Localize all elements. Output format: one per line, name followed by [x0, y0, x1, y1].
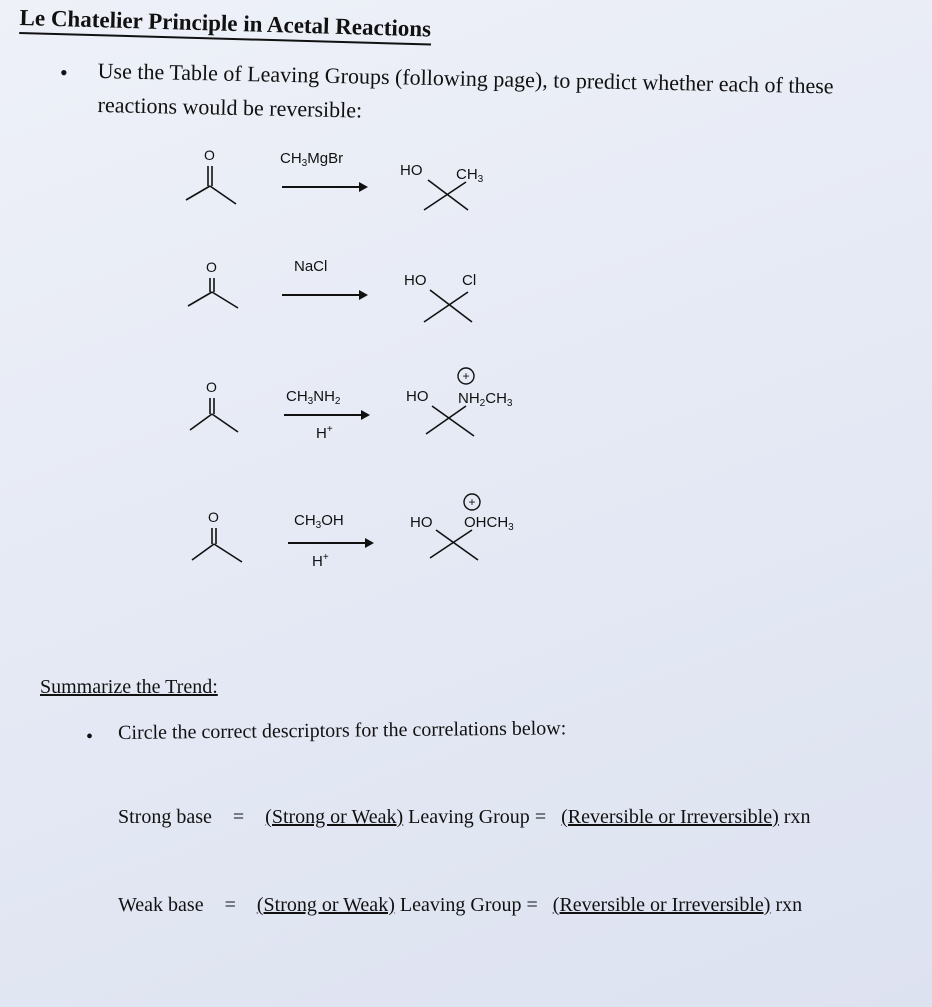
product-structure-3: [422, 404, 482, 440]
carbonyl-oxygen-label: O: [208, 509, 219, 525]
condition-3: H+: [316, 424, 333, 442]
reagent-2: NaCl: [294, 258, 328, 275]
carbonyl-oxygen-label: O: [206, 379, 217, 395]
intro-bullet: •: [60, 60, 68, 85]
reagent-1: $CH_3MgBr$: [280, 150, 344, 169]
leaving-group-choice[interactable]: (Strong or Weak): [265, 806, 404, 828]
acetone-structure-3: [186, 378, 256, 438]
reaction-arrow-4: [288, 542, 372, 544]
svg-text:+: +: [468, 495, 476, 509]
product-3-right: $NH_2CH_3$: [458, 390, 513, 409]
condition-4: H+: [312, 552, 329, 570]
reagent-4: $CH_3OH$: [294, 512, 344, 531]
reaction-arrow-3: [284, 414, 368, 416]
intro-line-2: reactions would be reversible:: [97, 91, 363, 123]
product-4-right: $OHCH_3$: [464, 514, 514, 533]
positive-charge-icon: [454, 364, 478, 388]
product-3-left: HO: [406, 388, 429, 405]
reversibility-choice[interactable]: (Reversible or Irreversible): [561, 806, 779, 828]
leaving-group-choice[interactable]: (Strong or Weak): [256, 894, 395, 916]
summary-heading: Summarize the Trend:: [40, 676, 218, 698]
correlation-row-strong: Strong base = (Strong or Weak) Leaving Group = (Reversible or Irreversible) rxn: [118, 806, 811, 828]
carbonyl-oxygen-label: O: [206, 259, 217, 275]
page-title: Le Chatelier Principle in Acetal Reactions: [19, 4, 431, 45]
reaction-arrow-1: [282, 186, 366, 188]
reagent-3: $CH_3NH_2$: [286, 388, 341, 407]
product-structure-2: [420, 288, 480, 328]
carbonyl-oxygen-label: O: [204, 147, 215, 163]
summary-instruction: Circle the correct descriptors for the correlations below:: [118, 717, 567, 744]
product-4-left: HO: [410, 514, 433, 531]
product-1-left: HO: [400, 162, 423, 179]
correlation-row-weak: Weak base = (Strong or Weak) Leaving Group = (Reversible or Irreversible) rxn: [118, 894, 803, 916]
summary-bullet: •: [86, 726, 94, 748]
reversibility-choice[interactable]: (Reversible or Irreversible): [552, 894, 771, 916]
product-structure-1: [418, 178, 478, 218]
svg-text:+: +: [462, 369, 470, 383]
acetone-structure-4: [188, 508, 258, 568]
reaction-arrow-2: [282, 294, 366, 296]
product-1-right: $CH_3$: [456, 166, 484, 185]
row-label: Weak base: [118, 894, 204, 916]
acetone-structure-1: [178, 146, 248, 216]
product-structure-4: [426, 528, 486, 564]
acetone-structure-2: [182, 258, 252, 318]
row-label: Strong base: [118, 806, 212, 828]
product-2-right: Cl: [462, 272, 477, 289]
positive-charge-icon: [460, 490, 484, 514]
product-2-left: HO: [404, 272, 427, 289]
intro-line-1: Use the Table of Leaving Groups (following page), to predict whether each of these: [97, 57, 834, 99]
